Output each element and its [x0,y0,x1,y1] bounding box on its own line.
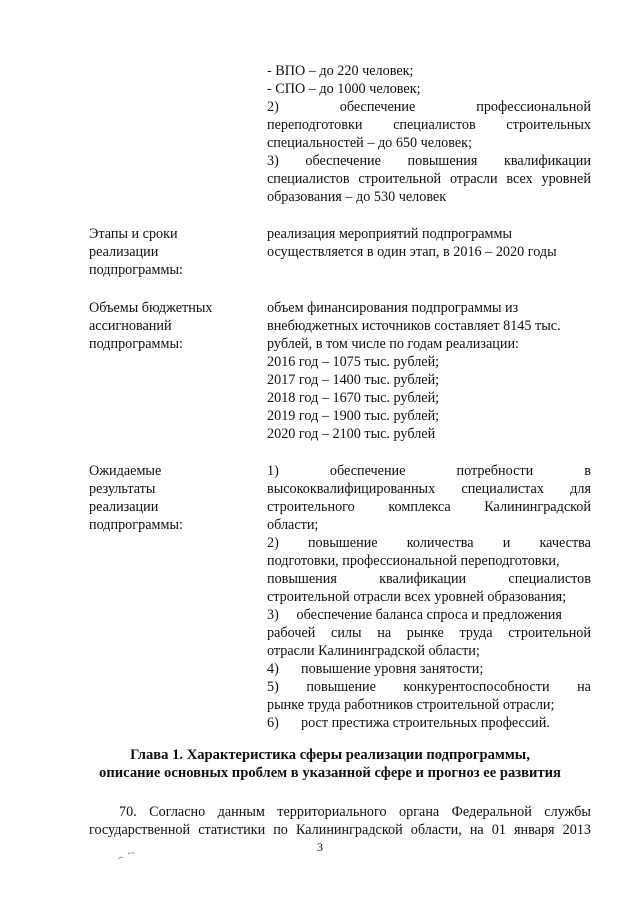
goal-item-2-line2: переподготовки специалистов строительных [267,117,591,133]
page-number: 3 [317,840,323,854]
result-3-line2: рабочей силы на рынке труда строительной [267,625,591,641]
goals-continuation [267,62,591,206]
budget-year-2016: 2016 год – 1075 тыс. рублей; [267,354,440,370]
goal-item-3-line1: 3) обеспечение повышения квалификации [267,153,591,169]
paragraph-70 [89,803,591,839]
result-4: 4) повышение уровня занятости; [267,661,484,677]
stages-label: Этапы и сроки реализации подпрограммы: [89,226,183,278]
goal-item-2-line1: 2) обеспечение профессиональной [267,99,591,115]
result-5-line2: рынке труда работников строительной отрасли; [267,697,555,713]
budget-year-2018: 2018 год – 1670 тыс. рублей; [267,390,440,406]
goal-item-3-line2: специалистов строительной отрасли всех уровней [267,171,591,187]
paragraph-line1: 70. Согласно данным территориального органа Федеральной службы [119,804,591,820]
result-1-line3: строительного комплекса Калининградской [267,499,591,515]
goal-item-2-line3: специальностей – до 650 человек; [267,135,472,151]
result-1-line1: 1) обеспечение потребности в [267,463,591,479]
chapter-heading: Глава 1. Характеристика сферы реализации подпрограммы, описание основных проблем в указанной сфере и прогноз ее развития [99,747,561,781]
results-label: Ожидаемые результаты реализации подпрограммы: [89,463,183,533]
budget-year-2017: 2017 год – 1400 тыс. рублей; [267,372,440,388]
result-2-line3: повышения квалификации специалистов [267,571,591,587]
budget-year-2019: 2019 год – 1900 тыс. рублей; [267,408,440,424]
result-3-line3: отрасли Калининградской области; [267,643,480,659]
paragraph-line2: государственной статистики по Калининградской области, на 01 января 2013 [89,822,591,838]
result-1-line2: высококвалифицированных специалистах для [267,481,591,497]
result-6: 6) рост престижа строительных профессий. [267,715,550,731]
result-3-line1: 3) обеспечение баланса спроса и предложения [267,607,562,623]
goal-spo: - СПО – до 1000 человек; [267,81,421,97]
scan-mark-icon [116,850,140,862]
budget-label: Объемы бюджетных ассигнований подпрограммы: [89,300,213,352]
results-text [267,462,591,732]
result-2-line4: строительной отрасли всех уровней образования; [267,589,567,605]
result-5-line1: 5) повышение конкурентоспособности на [267,679,591,695]
budget-year-2020: 2020 год – 2100 тыс. рублей [267,426,436,442]
result-2-line1: 2) повышение количества и качества [267,535,591,551]
result-2-line2: подготовки, профессиональной переподготовки, [267,553,560,569]
goal-vpo: - ВПО – до 220 человек; [267,63,414,79]
stages-text: реализация мероприятий подпрограммы осуществляется в один этап, в 2016 – 2020 годы [267,226,557,260]
budget-text: объем финансирования подпрограммы из внебюджетных источников составляет 8145 тыс. рублей, в том числе по годам реализации: 2016 год – 1075 тыс. рублей; 2017 год – 1400 тыс. рублей; 2018 год – 1670 тыс. рублей; 2019 год – 1900 тыс. рублей; 2020 год – 2100 тыс. рублей [267,299,591,443]
goal-item-3-line3: образования – до 530 человек [267,189,447,205]
result-1-line4: области; [267,517,319,533]
